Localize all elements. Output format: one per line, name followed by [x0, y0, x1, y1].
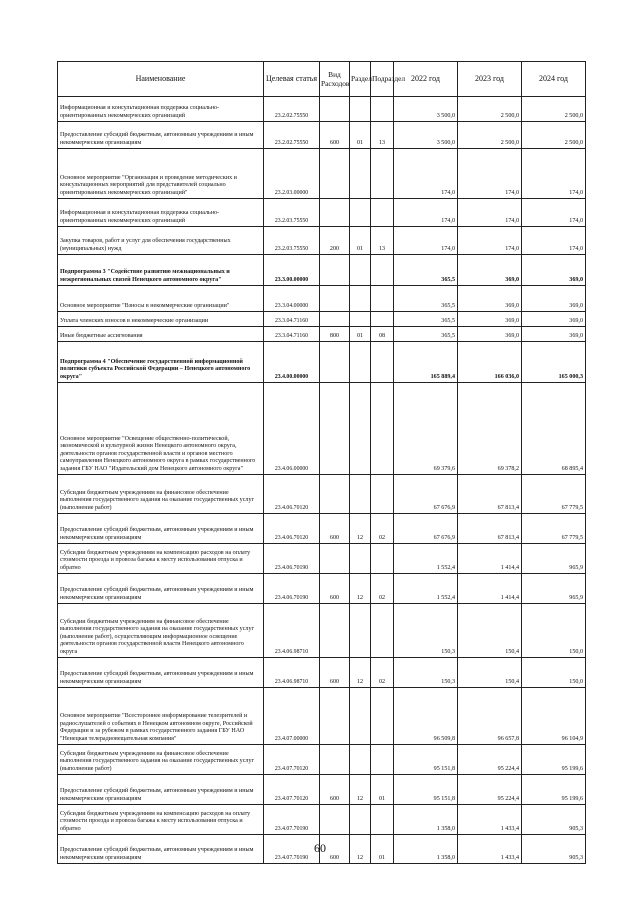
- table-cell-target: 23.4.06.98710: [264, 604, 320, 658]
- table-row: [58, 805, 586, 835]
- table-cell-subsection: [371, 475, 394, 514]
- table-cell-subsection: [371, 255, 394, 286]
- table-cell-section: 01: [350, 327, 371, 342]
- table-cell-target: 23.2.03.75550: [264, 199, 320, 227]
- table-cell-subsection: 13: [371, 227, 394, 255]
- table-cell-expense-type: 600: [320, 574, 350, 604]
- header-section: Раздел: [350, 62, 371, 97]
- header-target: Целевая статья: [264, 62, 320, 97]
- table-cell-expense-type: [320, 805, 350, 835]
- table-cell-name: Предоставление субсидий бюджетным, автономным учреждениям и иным некоммерческим организациям: [58, 658, 264, 688]
- table-cell-name: Основное мероприятие "Освещение общественно-политической, экономической и культурной жизни Ненецкого автономного округа, деятельности органов государственной власти и органов местного самоуправления Ненецкого автономного округа в рамках государственного задания ГБУ НАО "Издательский дом Ненецкого автономного округа": [58, 383, 264, 475]
- table-cell-2023: 369,0: [458, 312, 522, 327]
- table-cell-2024: 95 199,6: [522, 745, 586, 775]
- table-cell-2022: 174,0: [394, 227, 458, 255]
- table-cell-section: [350, 688, 371, 745]
- table-cell-2023: 150,4: [458, 604, 522, 658]
- table-cell-section: [350, 149, 371, 199]
- table-cell-2022: 3 500,0: [394, 97, 458, 122]
- table-cell-2023: 95 224,4: [458, 775, 522, 805]
- table-cell-subsection: [371, 544, 394, 574]
- table-cell-expense-type: [320, 199, 350, 227]
- header-2023: 2023 год: [458, 62, 522, 97]
- table-cell-2024: 174,0: [522, 199, 586, 227]
- table-cell-section: 01: [350, 227, 371, 255]
- table-cell-name: Основное мероприятие "Организация и проведение методических и консультационных мероприятий для представителей социально ориентированных некоммерческих организаций": [58, 149, 264, 199]
- table-row: [58, 745, 586, 775]
- table-cell-2022: 69 379,6: [394, 383, 458, 475]
- table-cell-name: Подпрограмма 4 "Обеспечение государственной информационной политики субъекта Российской Федерации – Ненецкого автономного округа": [58, 342, 264, 383]
- table-cell-2023: 150,4: [458, 658, 522, 688]
- table-cell-target: 23.4.00.00000: [264, 342, 320, 383]
- table-cell-2023: 1 433,4: [458, 805, 522, 835]
- table-cell-subsection: [371, 199, 394, 227]
- table-cell-section: [350, 312, 371, 327]
- table-cell-2022: 1 552,4: [394, 574, 458, 604]
- table-body: [58, 97, 586, 864]
- table-cell-subsection: [371, 383, 394, 475]
- table-cell-2023: 1 414,4: [458, 544, 522, 574]
- table-cell-name: Информационная и консультационная поддержка социально-ориентированных некоммерческих организаций: [58, 199, 264, 227]
- table-row: [58, 286, 586, 312]
- table-row: [58, 383, 586, 475]
- table-cell-section: [350, 544, 371, 574]
- table-cell-2024: 96 104,9: [522, 688, 586, 745]
- table-cell-target: 23.3.04.00000: [264, 286, 320, 312]
- header-2022: 2022 год: [394, 62, 458, 97]
- table-cell-2022: 150,3: [394, 604, 458, 658]
- table-cell-2022: 95 151,8: [394, 745, 458, 775]
- table-cell-target: 23.4.07.70120: [264, 745, 320, 775]
- table-cell-2023: 166 036,0: [458, 342, 522, 383]
- table-cell-name: Предоставление субсидий бюджетным, автономным учреждениям и иным некоммерческим организациям: [58, 835, 264, 864]
- table-cell-2023: 2 500,0: [458, 122, 522, 149]
- table-cell-target: 23.2.02.75550: [264, 122, 320, 149]
- table-cell-section: [350, 342, 371, 383]
- table-cell-2024: 95 199,6: [522, 775, 586, 805]
- table-cell-section: [350, 286, 371, 312]
- table-cell-expense-type: 600: [320, 658, 350, 688]
- table-cell-expense-type: 800: [320, 327, 350, 342]
- table-cell-section: [350, 805, 371, 835]
- table-cell-2023: 174,0: [458, 227, 522, 255]
- table-cell-subsection: [371, 745, 394, 775]
- table-cell-expense-type: [320, 745, 350, 775]
- table-cell-name: Основное мероприятие "Взносы в некоммерческие организации": [58, 286, 264, 312]
- table-cell-2023: 174,0: [458, 149, 522, 199]
- table-cell-2024: 67 779,5: [522, 475, 586, 514]
- table-cell-expense-type: [320, 149, 350, 199]
- table-cell-2024: 369,0: [522, 312, 586, 327]
- table-cell-section: [350, 383, 371, 475]
- table-cell-expense-type: 600: [320, 514, 350, 544]
- table-cell-2022: 150,3: [394, 658, 458, 688]
- table-cell-expense-type: 600: [320, 122, 350, 149]
- table-cell-subsection: [371, 805, 394, 835]
- table-cell-name: Субсидии бюджетным учреждениям на финансовое обеспечение выполнения государственного задания на оказание государственных услуг (выполнение работ): [58, 745, 264, 775]
- table-cell-2022: 365,5: [394, 327, 458, 342]
- table-row: [58, 122, 586, 149]
- table-cell-section: [350, 604, 371, 658]
- table-cell-target: 23.4.07.70190: [264, 835, 320, 864]
- table-cell-expense-type: [320, 544, 350, 574]
- table-cell-target: 23.4.07.70120: [264, 775, 320, 805]
- table-cell-2024: 174,0: [522, 149, 586, 199]
- table-cell-2023: 369,0: [458, 255, 522, 286]
- table-cell-expense-type: [320, 475, 350, 514]
- table-cell-subsection: [371, 286, 394, 312]
- table-cell-subsection: 01: [371, 775, 394, 805]
- table-cell-subsection: [371, 604, 394, 658]
- table-cell-2022: 96 509,8: [394, 688, 458, 745]
- table-cell-subsection: 08: [371, 327, 394, 342]
- table-cell-2024: 165 000,3: [522, 342, 586, 383]
- table-cell-name: Предоставление субсидий бюджетным, автономным учреждениям и иным некоммерческим организациям: [58, 122, 264, 149]
- table-cell-2023: 1 414,4: [458, 574, 522, 604]
- table-cell-2023: 96 657,8: [458, 688, 522, 745]
- table-cell-name: Закупка товаров, работ и услуг для обеспечения государственных (муниципальных) нужд: [58, 227, 264, 255]
- table-cell-2023: 1 433,4: [458, 835, 522, 864]
- table-cell-subsection: [371, 97, 394, 122]
- table-cell-target: 23.4.06.70190: [264, 574, 320, 604]
- table-row: [58, 312, 586, 327]
- table-cell-section: 12: [350, 514, 371, 544]
- table-row: [58, 475, 586, 514]
- table-cell-expense-type: [320, 255, 350, 286]
- table-cell-2024: 2 500,0: [522, 97, 586, 122]
- table-cell-2023: 95 224,4: [458, 745, 522, 775]
- table-cell-subsection: 02: [371, 658, 394, 688]
- table-cell-2022: 365,5: [394, 312, 458, 327]
- table-cell-target: 23.4.06.98710: [264, 658, 320, 688]
- table-cell-2024: 2 500,0: [522, 122, 586, 149]
- table-cell-2022: 1 358,0: [394, 805, 458, 835]
- table-cell-2023: 69 378,2: [458, 383, 522, 475]
- table-row: [58, 688, 586, 745]
- table-cell-2023: 67 813,4: [458, 475, 522, 514]
- table-cell-target: 23.2.03.75550: [264, 227, 320, 255]
- table-row: [58, 514, 586, 544]
- table-cell-target: 23.4.07.70190: [264, 805, 320, 835]
- table-cell-2024: 905,3: [522, 835, 586, 864]
- table-cell-target: 23.2.03.00000: [264, 149, 320, 199]
- table-cell-name: Предоставление субсидий бюджетным, автономным учреждениям и иным некоммерческим организациям: [58, 775, 264, 805]
- table-cell-2024: 67 779,5: [522, 514, 586, 544]
- table-cell-target: 23.4.06.70120: [264, 475, 320, 514]
- table-row: [58, 544, 586, 574]
- table-cell-2022: 365,5: [394, 255, 458, 286]
- table-cell-2023: 174,0: [458, 199, 522, 227]
- table-row: [58, 97, 586, 122]
- table-cell-target: 23.3.00.00000: [264, 255, 320, 286]
- table-cell-2022: 174,0: [394, 149, 458, 199]
- table-cell-name: Иные бюджетные ассигнования: [58, 327, 264, 342]
- table-cell-subsection: 13: [371, 122, 394, 149]
- table-cell-2024: 905,3: [522, 805, 586, 835]
- table-cell-name: Субсидии бюджетным учреждениям на финансовое обеспечение выполнения государственного задания на оказание государственных услуг (выполнение работ): [58, 475, 264, 514]
- table-cell-name: Субсидии бюджетным учреждениям на финансовое обеспечение выполнения государственного задания на оказание государственных услуг (выполнение работ), осуществляющим информационное освещение деятельности органов государственной власти Ненецкого автономного округа: [58, 604, 264, 658]
- table-cell-2024: 965,9: [522, 574, 586, 604]
- table-row: [58, 604, 586, 658]
- table-cell-expense-type: 200: [320, 227, 350, 255]
- table-cell-subsection: [371, 342, 394, 383]
- table-cell-expense-type: [320, 688, 350, 745]
- table-cell-section: [350, 199, 371, 227]
- table-row: [58, 775, 586, 805]
- header-2024: 2024 год: [522, 62, 586, 97]
- table-cell-2023: 67 813,4: [458, 514, 522, 544]
- table-cell-name: Предоставление субсидий бюджетным, автономным учреждениям и иным некоммерческим организациям: [58, 574, 264, 604]
- table-cell-name: Субсидии бюджетным учреждениям на компенсацию расходов на оплату стоимости проезда и провоза багажа к месту использования отпуска и обратно: [58, 544, 264, 574]
- budget-table: [57, 61, 586, 864]
- table-cell-2024: 965,9: [522, 544, 586, 574]
- table-cell-section: 12: [350, 574, 371, 604]
- table-cell-2022: 3 500,0: [394, 122, 458, 149]
- table-cell-section: [350, 475, 371, 514]
- header-subsection: Подраздел: [371, 62, 394, 97]
- table-cell-subsection: [371, 688, 394, 745]
- table-cell-subsection: [371, 149, 394, 199]
- table-cell-expense-type: [320, 383, 350, 475]
- table-cell-section: 12: [350, 835, 371, 864]
- table-cell-expense-type: 600: [320, 835, 350, 864]
- table-cell-target: 23.4.06.70120: [264, 514, 320, 544]
- table-cell-2024: 174,0: [522, 227, 586, 255]
- table-cell-2024: 68 895,4: [522, 383, 586, 475]
- table-cell-2024: 150,0: [522, 604, 586, 658]
- table-cell-expense-type: [320, 97, 350, 122]
- table-cell-2022: 67 676,9: [394, 475, 458, 514]
- table-row: [58, 327, 586, 342]
- table-cell-2022: 67 676,9: [394, 514, 458, 544]
- table-cell-target: 23.4.07.00000: [264, 688, 320, 745]
- table-row: [58, 658, 586, 688]
- table-row: [58, 342, 586, 383]
- table-cell-expense-type: [320, 286, 350, 312]
- table-cell-section: 12: [350, 775, 371, 805]
- table-cell-2022: 1 358,0: [394, 835, 458, 864]
- table-cell-2024: 369,0: [522, 327, 586, 342]
- table-cell-expense-type: [320, 604, 350, 658]
- table-cell-2023: 369,0: [458, 286, 522, 312]
- table-cell-2022: 174,0: [394, 199, 458, 227]
- table-cell-expense-type: [320, 312, 350, 327]
- table-cell-target: 23.3.04.71160: [264, 327, 320, 342]
- table-cell-section: 12: [350, 658, 371, 688]
- header-expense-type: Вид Расходов: [320, 62, 350, 97]
- table-cell-subsection: 01: [371, 835, 394, 864]
- table-cell-target: 23.4.06.70190: [264, 544, 320, 574]
- table-cell-expense-type: [320, 342, 350, 383]
- table-cell-subsection: 02: [371, 514, 394, 544]
- table-row: [58, 227, 586, 255]
- table-cell-2023: 2 500,0: [458, 97, 522, 122]
- table-cell-name: Уплата членских взносов в некоммерческие организации: [58, 312, 264, 327]
- table-cell-target: 23.4.06.00000: [264, 383, 320, 475]
- table-cell-expense-type: 600: [320, 775, 350, 805]
- table-cell-section: [350, 745, 371, 775]
- table-cell-2022: 1 552,4: [394, 544, 458, 574]
- table-cell-target: 23.2.02.75550: [264, 97, 320, 122]
- table-cell-2023: 369,0: [458, 327, 522, 342]
- page-number: 60: [314, 841, 326, 855]
- table-cell-subsection: [371, 312, 394, 327]
- table-cell-name: Информационная и консультационная поддержка социально-ориентированных некоммерческих организаций: [58, 97, 264, 122]
- table-cell-section: [350, 97, 371, 122]
- table-cell-section: [350, 255, 371, 286]
- table-cell-target: 23.3.04.71160: [264, 312, 320, 327]
- table-cell-name: Основное мероприятие "Всестороннее информирование телезрителей и радиослушателей о событиях в Ненецком автономном округе, Российской Федерации и за рубежом в рамках государственного задания ГБУ НАО "Ненецкая телерадиовещательная компания": [58, 688, 264, 745]
- header-row: [58, 62, 586, 97]
- table-cell-2024: 369,0: [522, 255, 586, 286]
- table-cell-2022: 165 889,4: [394, 342, 458, 383]
- table-row: [58, 574, 586, 604]
- table-cell-subsection: 02: [371, 574, 394, 604]
- table-cell-name: Подпрограмма 3 "Содействие развитию межнациональных и межрегиональных связей Ненецкого автономного округа": [58, 255, 264, 286]
- table-cell-2024: 150,0: [522, 658, 586, 688]
- table-row: [58, 149, 586, 199]
- header-name: Наименование: [58, 62, 264, 97]
- table-cell-2022: 365,5: [394, 286, 458, 312]
- table-row: [58, 199, 586, 227]
- table-cell-section: 01: [350, 122, 371, 149]
- table-cell-2024: 369,0: [522, 286, 586, 312]
- table-row: [58, 255, 586, 286]
- table-cell-2022: 95 151,8: [394, 775, 458, 805]
- table-cell-name: Предоставление субсидий бюджетным, автономным учреждениям и иным некоммерческим организациям: [58, 514, 264, 544]
- table-cell-name: Субсидии бюджетным учреждениям на компенсацию расходов на оплату стоимости проезда и провоза багажа к месту использования отпуска и обратно: [58, 805, 264, 835]
